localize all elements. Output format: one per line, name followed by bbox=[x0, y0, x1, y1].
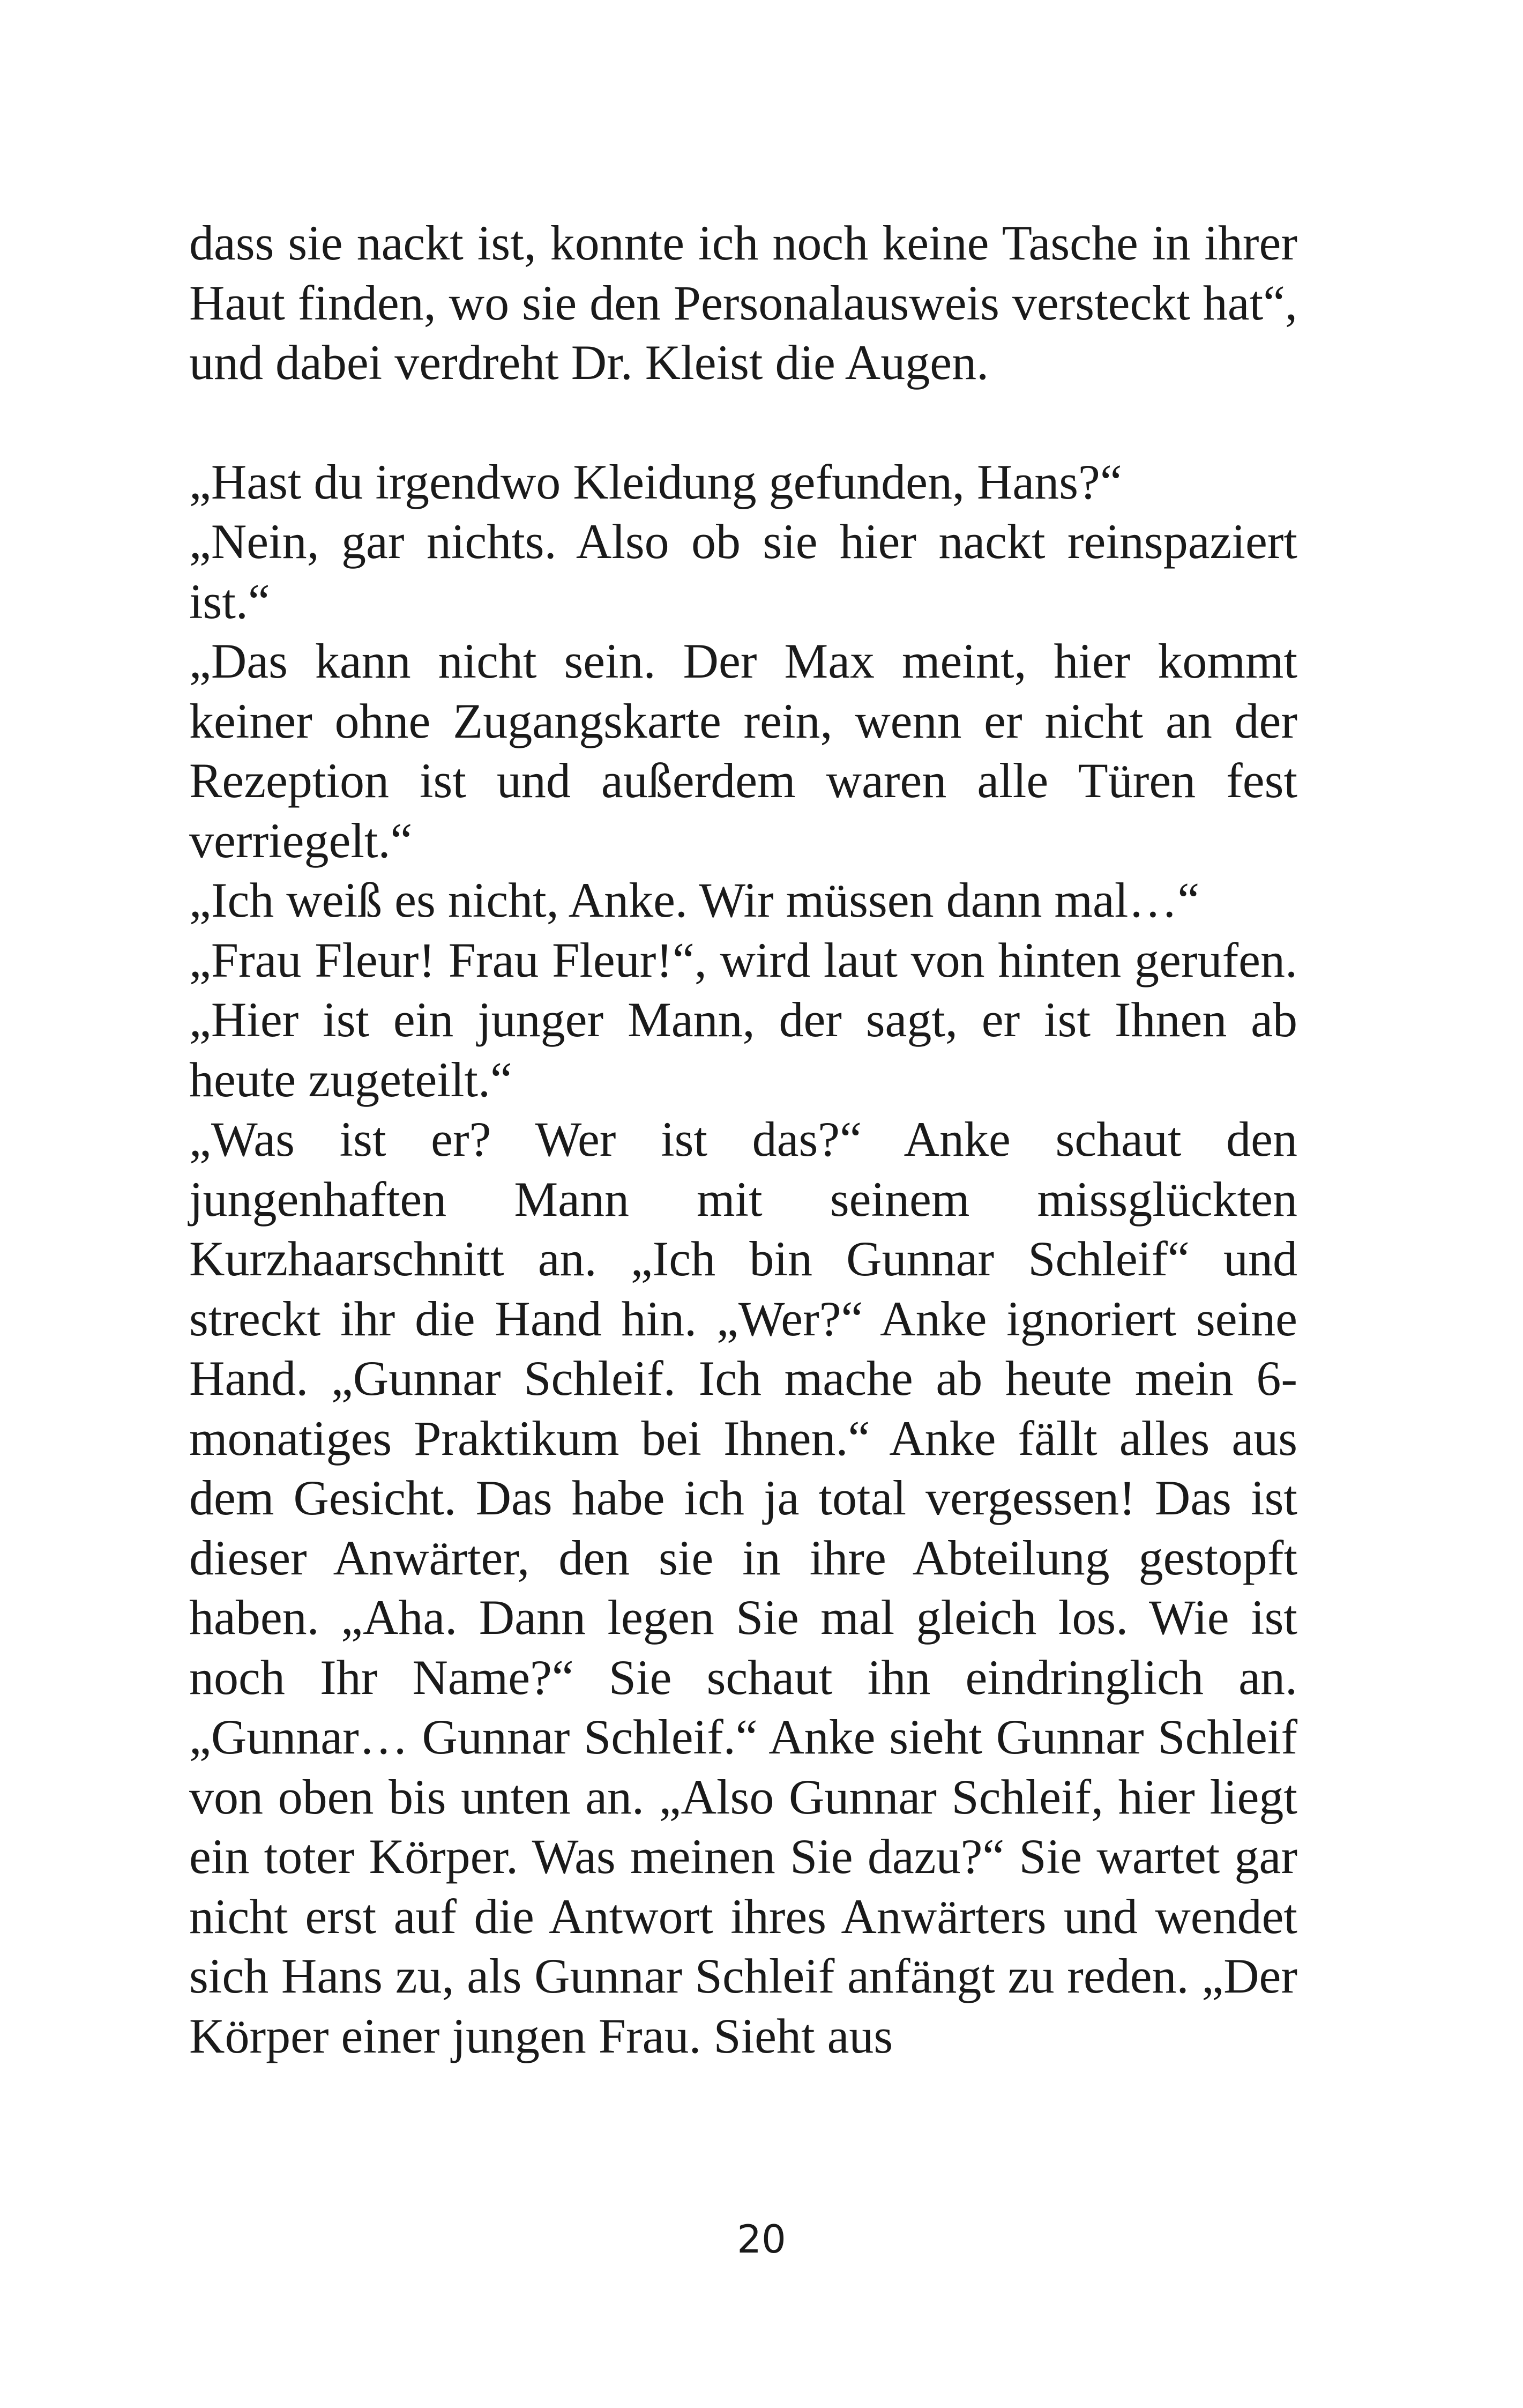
paragraph-5: „Ich weiß es nicht, Anke. Wir müssen dann mal…“ bbox=[189, 873, 1200, 927]
paragraph-6: „Frau Fleur! Frau Fleur!“, wird laut von hinten gerufen. „Hier ist ein junger Mann, der sagt, er ist Ihnen ab heute zugeteilt.“ bbox=[189, 932, 1297, 1107]
paragraph-2: „Hast du irgendwo Kleidung gefunden, Hans?“ bbox=[189, 454, 1122, 509]
body-text bbox=[189, 213, 1297, 2066]
paragraph-1: dass sie nackt ist, konnte ich noch keine Tasche in ihrer Haut finden, wo sie den Personalausweis versteckt hat“, und dabei verdreht Dr. Kleist die Augen. bbox=[189, 215, 1297, 390]
paragraph-3: „Nein, gar nichts. Also ob sie hier nackt reinspaziert ist.“ bbox=[189, 514, 1297, 629]
paragraph-4: „Das kann nicht sein. Der Max meint, hier kommt keiner ohne Zugangskarte rein, wenn er nicht an der Rezeption ist und außerdem waren alle Türen fest verriegelt.“ bbox=[189, 634, 1297, 868]
page-number: 20 bbox=[737, 2217, 786, 2262]
paragraph-7: „Was ist er? Wer ist das?“ Anke schaut den jungenhaften Mann mit seinem missglückten Kurzhaarschnitt an. „Ich bin Gunnar Schleif“ und streckt ihr die Hand hin. „Wer?“ Anke ignoriert seine Hand. „Gunnar Schleif. Ich mache ab heute mein 6-monatiges Praktikum bei Ihnen.“ Anke fällt alles aus dem Gesicht. Das habe ich ja total vergessen! Das ist dieser Anwärter, den sie in ihre Abteilung gestopft haben. „Aha. Dann legen Sie mal gleich los. Wie ist noch Ihr Name?“ Sie schaut ihn eindringlich an. „Gunnar… Gunnar Schleif.“ Anke sieht Gunnar Schleif von oben bis unten an. „Also Gunnar Schleif, hier liegt ein toter Körper. Was meinen Sie dazu?“ Sie wartet gar nicht erst auf die Antwort ihres Anwärters und wendet sich Hans zu, als Gunnar Schleif anfängt zu reden. „Der Körper einer jungen Frau. Sieht aus bbox=[189, 1112, 1297, 2063]
